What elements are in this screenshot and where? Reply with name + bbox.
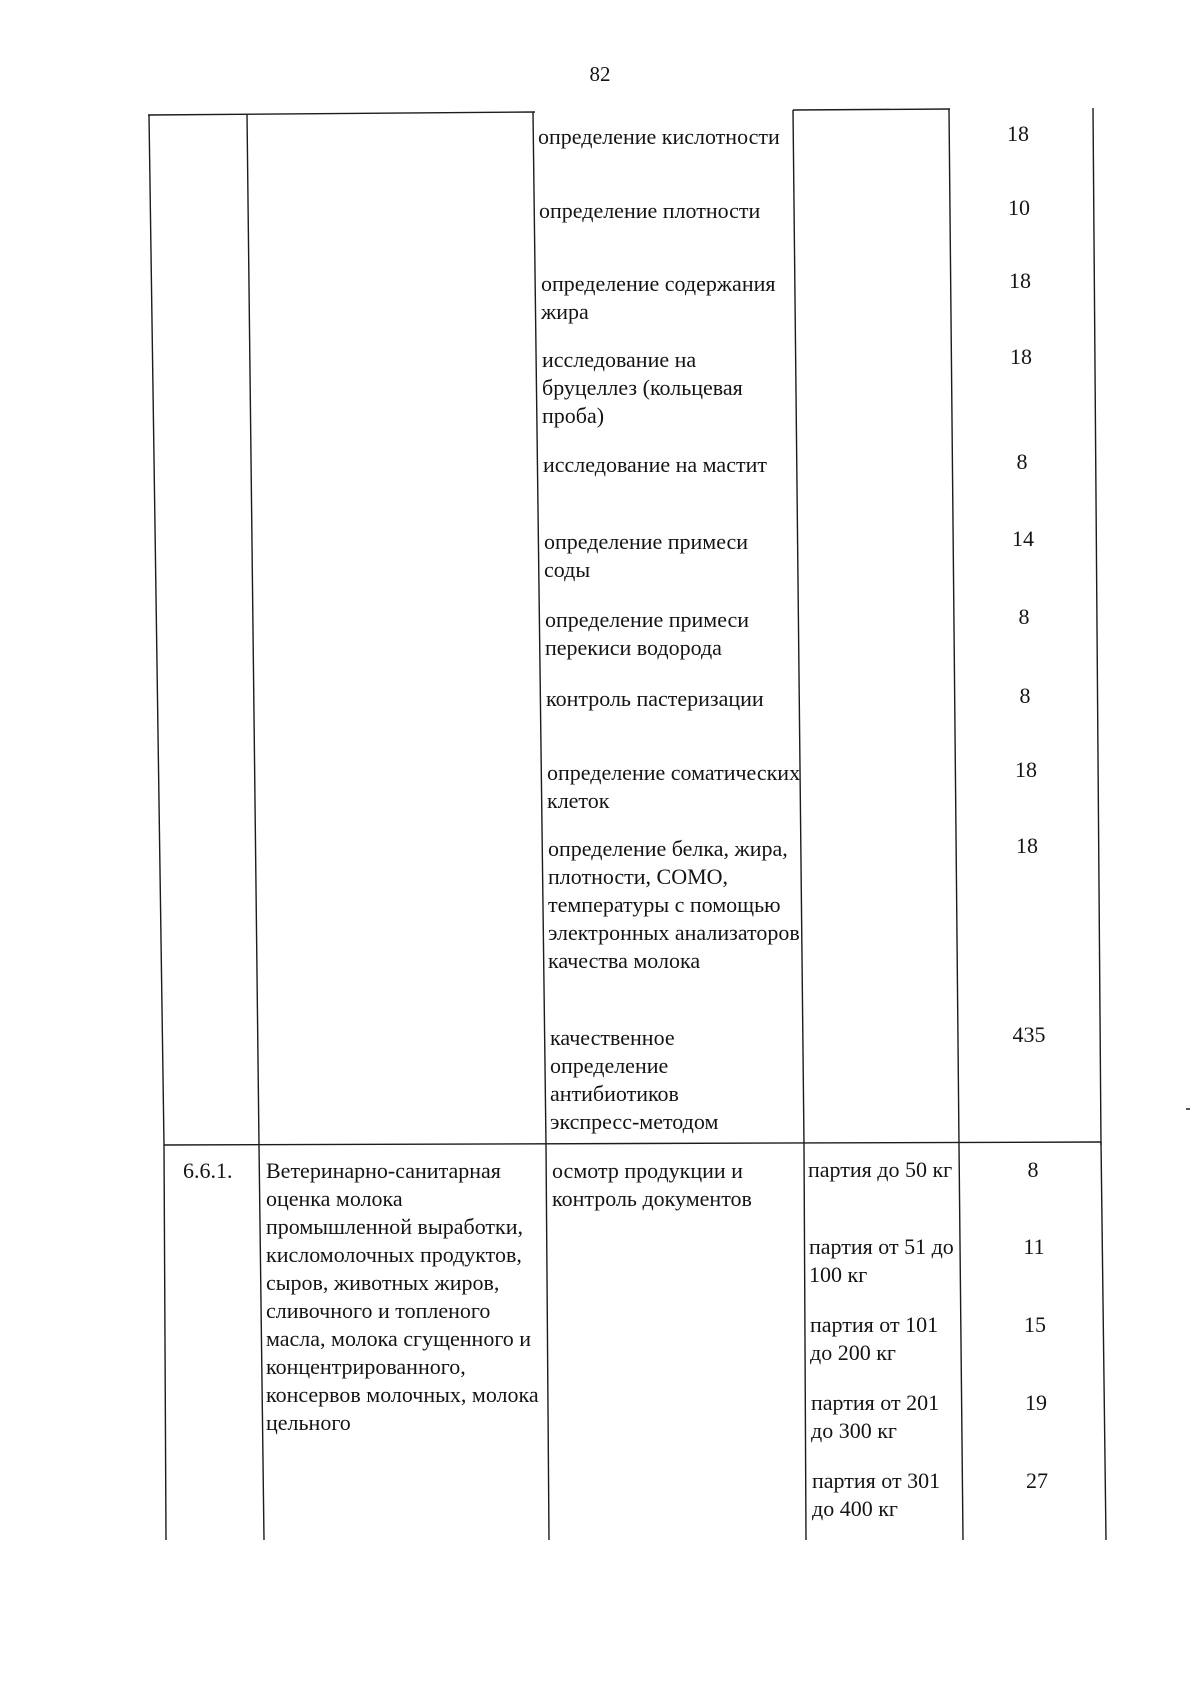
service-name: определение соматических клеток xyxy=(547,760,801,813)
service-name: определение плотности xyxy=(539,198,761,223)
unit-cell: партия от 201 до 300 кг xyxy=(811,1390,940,1443)
service-price: 18 xyxy=(1016,833,1038,858)
unit-price: 11 xyxy=(1023,1234,1045,1259)
service-name: исследование на бруцеллез (кольцевая проба) xyxy=(542,347,743,428)
row-service: осмотр продукции и контроль документов xyxy=(552,1158,752,1211)
service-price: 10 xyxy=(1008,195,1030,220)
row-description: Ветеринарно-санитарная оценка молока промышленной выработки, кисломолочных продуктов, сыров, животных жиров, сливочного и топленого масла, молока сгущенного и концентрированного, консервов молочных, молока цельного xyxy=(266,1158,539,1435)
unit-price: 27 xyxy=(1026,1468,1048,1493)
service-name: определение кислотности xyxy=(538,124,780,149)
unit-price: 8 xyxy=(1027,1157,1039,1182)
service-price: 18 xyxy=(1015,757,1037,782)
scan-speck xyxy=(1186,1108,1190,1110)
unit-cell: партия от 301 до 400 кг xyxy=(812,1468,941,1521)
service-name: определение белка, жира, плотности, СОМО, температуры с помощью электронных анализаторов качества молока xyxy=(548,836,800,973)
service-name: определение примеси перекиси водорода xyxy=(545,607,750,660)
row-number: 6.6.1. xyxy=(183,1158,233,1183)
service-price: 18 xyxy=(1007,121,1029,146)
unit-cell: партия от 101 до 200 кг xyxy=(810,1312,939,1365)
service-price: 18 xyxy=(1009,268,1031,293)
unit-price: 15 xyxy=(1024,1312,1046,1337)
service-name: качественное определение антибиотиков экспресс-методом xyxy=(550,1025,719,1134)
service-name: определение содержания жира xyxy=(541,271,776,324)
unit-cell: партия от 51 до 100 кг xyxy=(809,1234,954,1287)
service-price: 8 xyxy=(1018,604,1030,629)
service-price: 14 xyxy=(1012,526,1034,551)
service-price: 8 xyxy=(1016,449,1028,474)
unit-cell: партия до 50 кг xyxy=(808,1157,953,1182)
service-price: 435 xyxy=(1012,1022,1046,1047)
unit-price: 19 xyxy=(1025,1390,1047,1415)
service-price: 18 xyxy=(1010,344,1032,369)
service-name: контроль пастеризации xyxy=(546,686,764,711)
service-name: определение примеси соды xyxy=(544,529,749,582)
service-price: 8 xyxy=(1019,683,1031,708)
service-name: исследование на мастит xyxy=(543,452,767,477)
page-number: 82 xyxy=(589,62,611,86)
